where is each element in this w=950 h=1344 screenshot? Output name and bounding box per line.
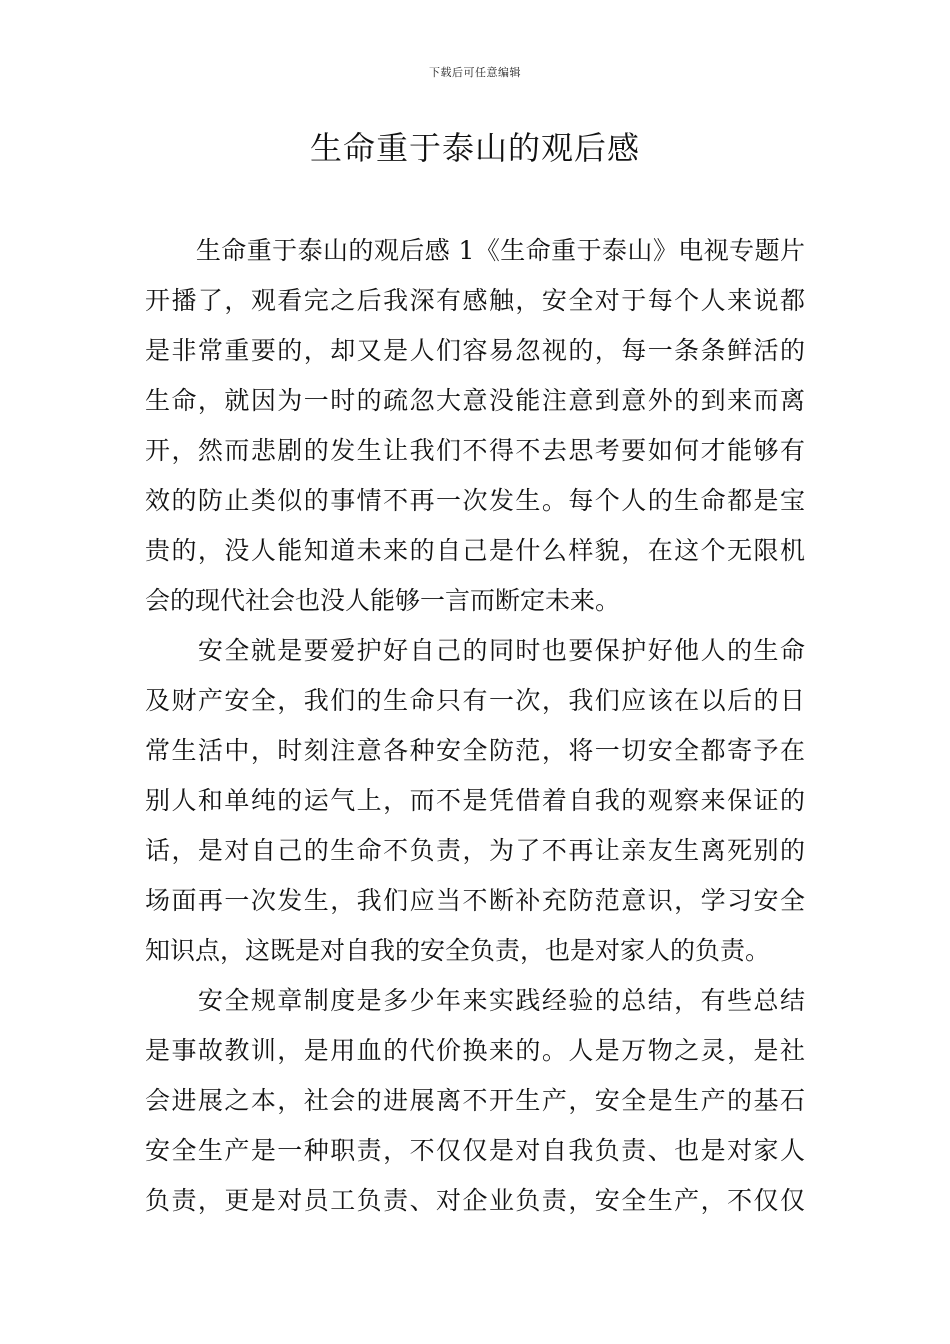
text-line: 常生活中，时刻注意各种安全防范，将一切安全都寄予在 xyxy=(145,736,805,765)
text-line: 话，是对自己的生命不负责，为了不再让亲友生离死别的 xyxy=(145,836,805,865)
text-line: 安全生产是一种职责，不仅仅是对自我负责、也是对家人 xyxy=(145,1136,805,1165)
text-line: 知识点，这既是对自我的安全负责，也是对家人的负责。 xyxy=(145,936,771,965)
text-line: 负责，更是对员工负责、对企业负责，安全生产，不仅仅 xyxy=(145,1186,805,1215)
text-line: 是事故教训，是用血的代价换来的。人是万物之灵，是社 xyxy=(145,1036,805,1065)
text-line: 别人和单纯的运气上，而不是凭借着自我的观察来保证的 xyxy=(145,786,805,815)
text-line: 生命，就因为一时的疏忽大意没能注意到意外的到来而离 xyxy=(145,386,805,415)
paragraph-1 xyxy=(145,226,805,626)
text-line: 开，然而悲剧的发生让我们不得不去思考要如何才能够有 xyxy=(145,436,805,465)
document-body xyxy=(145,226,805,1226)
text-line: 会进展之本，社会的进展离不开生产，安全是生产的基石 xyxy=(145,1086,805,1115)
text-line: 场面再一次发生，我们应当不断补充防范意识，学习安全 xyxy=(145,886,805,915)
header-note: 下载后可任意编辑 xyxy=(429,66,521,79)
text-line: 是非常重要的，却又是人们容易忽视的，每一条条鲜活的 xyxy=(145,336,805,365)
text-line: 会的现代社会也没人能够一言而断定未来。 xyxy=(145,586,621,615)
text-line: 开播了，观看完之后我深有感触，安全对于每个人来说都 xyxy=(145,286,805,315)
text-line: 贵的，没人能知道未来的自己是什么样貌，在这个无限机 xyxy=(145,536,805,565)
text-line: 安全规章制度是多少年来实践经验的总结，有些总结 xyxy=(145,986,805,1015)
text-line: 生命重于泰山的观后感 1《生命重于泰山》电视专题片 xyxy=(145,236,805,265)
document-title: 生命重于泰山的观后感 xyxy=(309,129,640,167)
text-line: 安全就是要爱护好自己的同时也要保护好他人的生命 xyxy=(145,636,805,665)
text-line: 及财产安全，我们的生命只有一次，我们应该在以后的日 xyxy=(145,686,805,715)
paragraph-3 xyxy=(145,976,805,1226)
text-line: 效的防止类似的事情不再一次发生。每个人的生命都是宝 xyxy=(145,486,805,515)
paragraph-2 xyxy=(145,626,805,976)
